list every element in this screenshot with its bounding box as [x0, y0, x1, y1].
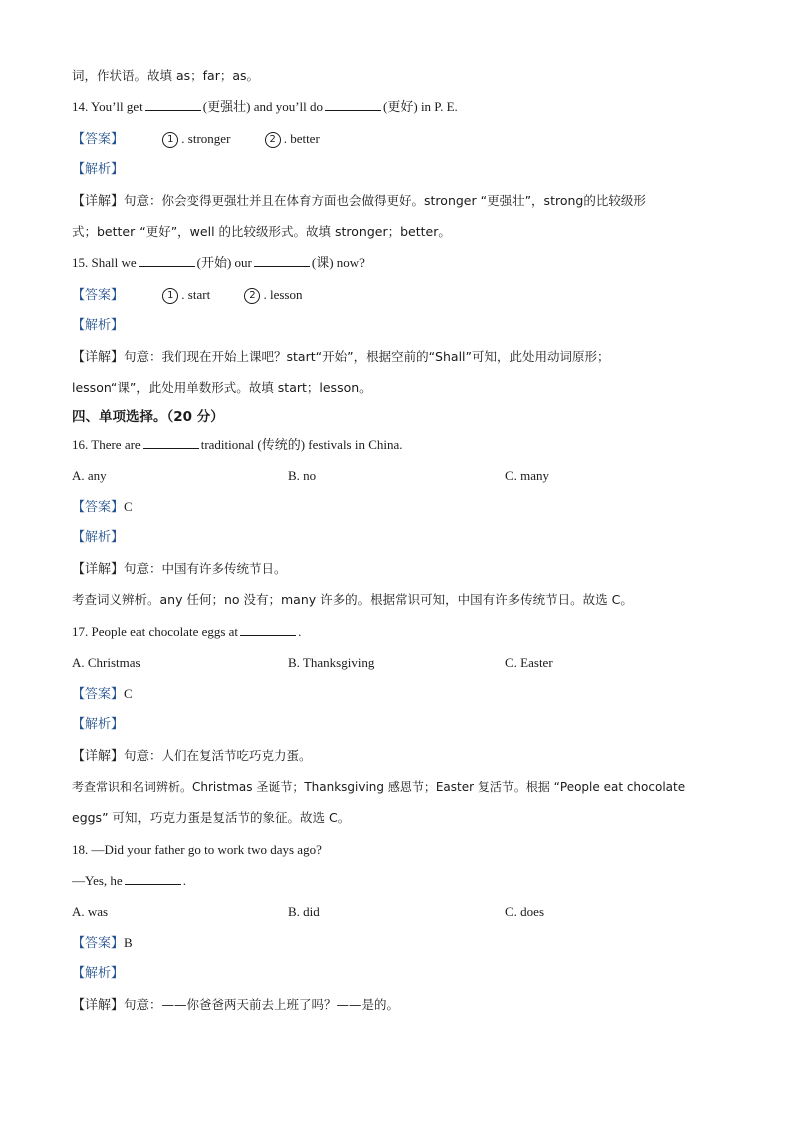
answer-blank: [139, 254, 195, 267]
answer-blank: [325, 98, 381, 111]
circled-number-icon: 1: [162, 288, 178, 304]
answer-blank: [254, 254, 310, 267]
detail-row: 【详解】句意：中国有许多传统节日。: [72, 561, 287, 577]
option-c: C. many: [505, 468, 550, 483]
circled-number-icon: 2: [244, 288, 260, 304]
answer-row: 【答案】C: [72, 686, 133, 702]
detail-row: 【详解】句意：我们现在开始上课吧？start“开始”，根据空前的“Shall”可知，此处用动词原形；: [72, 349, 610, 365]
detail-row: 考查词义辨析。any 任何；no 没有；many 许多的。根据常识可知，中国有许多传统节日。故选 C。: [72, 592, 633, 607]
question-17: 17. People eat chocolate eggs at .: [72, 624, 302, 639]
detail-row: eggs” 可知，巧克力蛋是复活节的象征。故选 C。: [72, 810, 351, 825]
circled-number-icon: 2: [265, 132, 281, 148]
question-14: 14. You’ll get (更强壮) and you’ll do (更好) in P. E.: [72, 99, 458, 114]
options-row: [72, 654, 732, 672]
question-18: 18. —Did your father go to work two days ago?: [72, 842, 322, 857]
detail-row: 【详解】句意：你会变得更强壮并且在体育方面也会做得更好。stronger “更强壮”，strong的比较级形: [72, 193, 646, 209]
option-a: A. any: [72, 468, 107, 483]
analysis-row: 【解析】: [72, 162, 125, 177]
text-line: 词，作状语。故填 as；far；as。: [72, 68, 260, 83]
detail-row: 式；better “更好”，well 的比较级形式。故填 stronger；better。: [72, 224, 451, 239]
option-a: A. was: [72, 904, 109, 919]
answer-row: 【答案】C: [72, 499, 133, 515]
analysis-row: 【解析】: [72, 530, 125, 545]
answer-row: 【答案】 1 . start 2 . lesson: [72, 287, 303, 303]
answer-row: 【答案】 1 . stronger 2 . better: [72, 131, 320, 147]
answer-blank: [143, 436, 199, 449]
answer-blank: [145, 98, 201, 111]
question-15: 15. Shall we (开始) our (课) now?: [72, 255, 365, 270]
option-a: A. Christmas: [72, 655, 141, 670]
option-c: C. Easter: [505, 655, 553, 670]
option-c: C. does: [505, 904, 544, 919]
options-row: [72, 467, 732, 485]
question-16: 16. There are traditional (传统的) festivals in China.: [72, 437, 403, 452]
option-b: B. did: [288, 904, 320, 919]
detail-row: 【详解】句意：人们在复活节吃巧克力蛋。: [72, 748, 312, 764]
detail-row: 【详解】句意：——你爸爸两天前去上班了吗？——是的。: [72, 997, 400, 1013]
analysis-row: 【解析】: [72, 318, 125, 333]
analysis-row: 【解析】: [72, 717, 125, 732]
section-title: 四、单项选择。（20 分）: [72, 409, 224, 425]
circled-number-icon: 1: [162, 132, 178, 148]
answer-blank: [125, 872, 181, 885]
option-b: B. Thanksgiving: [288, 655, 375, 670]
answer-row: 【答案】B: [72, 935, 133, 951]
detail-row: 考查常识和名词辨析。Christmas 圣诞节；Thanksgiving 感恩节；Easter 复活节。根据 “People eat chocolate: [72, 780, 686, 794]
analysis-row: 【解析】: [72, 966, 125, 981]
question-18-response: —Yes, he .: [72, 873, 186, 888]
option-b: B. no: [288, 468, 317, 483]
answer-tag: 【答案】: [72, 132, 125, 147]
answer-blank: [240, 623, 296, 636]
detail-row: lesson“课”，此处用单数形式。故填 start；lesson。: [72, 380, 372, 395]
options-row: [72, 903, 732, 921]
